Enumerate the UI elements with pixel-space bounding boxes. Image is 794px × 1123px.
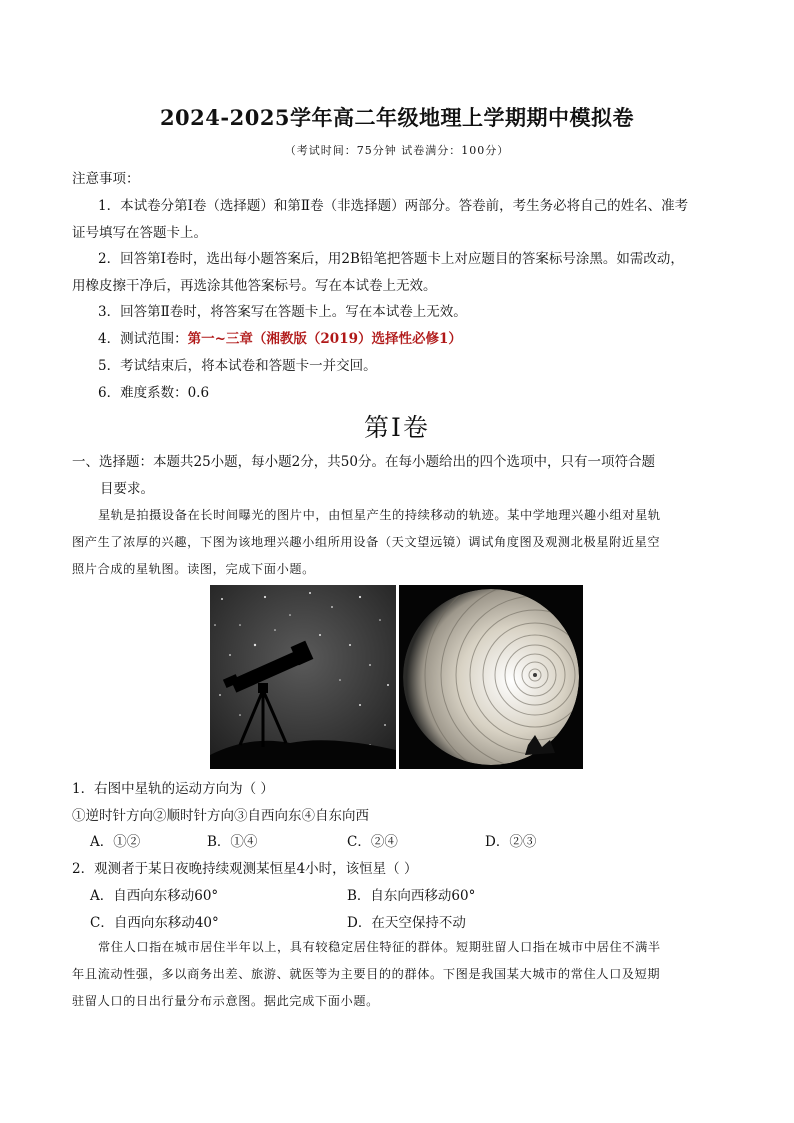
- question-1-stem: 1．右图中星轨的运动方向为（ ）: [72, 781, 274, 797]
- passage-2-line-3: 驻留人口的日出行量分布示意图。据此完成下面小题。: [72, 994, 379, 1008]
- question-1-choices: ①逆时针方向②顺时针方向③自西向东④自东向西: [72, 808, 369, 824]
- exam-title: 2024-2025学年高二年级地理上学期期中模拟卷: [159, 105, 635, 130]
- note-item-5: 5．考试结束后，将本试卷和答题卡一并交回。: [98, 358, 377, 374]
- note-item-1-line-2: 证号填写在答题卡上。: [72, 225, 207, 241]
- note-item-3: 3．回答第Ⅱ卷时，将答案写在答题卡上。写在本试卷上无效。: [98, 304, 467, 320]
- passage-2-line-2: 年且流动性强，多以商务出差、旅游、就医等为主要目的的群体。下图是我国某大城市的常住人口及短期: [72, 967, 661, 981]
- section-title: 第Ⅰ卷: [364, 413, 430, 442]
- note-item-4-prefix: 4．测试范围：: [98, 331, 188, 347]
- note-item-2-line-2: 用橡皮擦干净后，再选涂其他答案标号。写在本试卷上无效。: [72, 278, 437, 294]
- question-1-option-c: C．②④: [347, 834, 398, 850]
- question-2-option-c: C．自西向东移动40°: [90, 915, 219, 931]
- note-item-6: 6．难度系数：0.6: [98, 385, 210, 401]
- question-1-option-b: B．①④: [207, 834, 258, 850]
- question-2-option-b: B．自东向西移动60°: [347, 888, 476, 904]
- passage-1-line-3: 照片合成的星轨图。读图，完成下面小题。: [72, 562, 315, 576]
- question-2-option-a: A．自西向东移动60°: [90, 888, 219, 904]
- question-1-option-d: D．②③: [485, 834, 537, 850]
- passage-1-line-2: 图产生了浓厚的兴趣，下图为该地理兴趣小组所用设备（天文望远镜）调试角度图及观测北极星附近星空: [72, 535, 661, 549]
- note-item-4: [72, 325, 722, 353]
- section-instruction-line-1: 一、选择题：本题共25小题，每小题2分，共50分。在每小题给出的四个选项中，只有一项符合题: [72, 454, 655, 470]
- figure-telescope-and-startrails: [210, 585, 583, 769]
- test-scope: 第一~三章（湘教版（2019）选择性必修1）: [187, 331, 462, 347]
- note-item-2-line-1: 2．回答第Ⅰ卷时，选出每小题答案后，用2B铅笔把答题卡上对应题目的答案标号涂黑。如需改动，: [98, 251, 684, 267]
- notes-heading: 注意事项：: [72, 171, 140, 187]
- section-instruction-line-2: 目要求。: [100, 481, 154, 497]
- exam-subtitle: （考试时间：75分钟 试卷满分：100分）: [284, 144, 510, 157]
- question-2-stem: 2．观测者于某日夜晚持续观测某恒星4小时，该恒星（ ）: [72, 861, 418, 877]
- passage-2-line-1: 常住人口指在城市居住半年以上，具有较稳定居住特征的群体。短期驻留人口指在城市中居住不满半: [98, 940, 661, 954]
- star-trail-photo: [399, 585, 583, 769]
- note-item-1: [72, 192, 722, 220]
- note-item-1-line-1: 1．本试卷分第Ⅰ卷（选择题）和第Ⅱ卷（非选择题）两部分。答卷前，考生务必将自己的姓名、准考: [98, 198, 689, 214]
- question-2-option-d: D．在天空保持不动: [347, 915, 466, 931]
- question-1-option-a: A．①②: [90, 834, 141, 850]
- passage-1-line-1: 星轨是拍摄设备在长时间曝光的图片中，由恒星产生的持续移动的轨迹。某中学地理兴趣小组对星轨: [98, 508, 661, 522]
- telescope-photo: [210, 585, 396, 769]
